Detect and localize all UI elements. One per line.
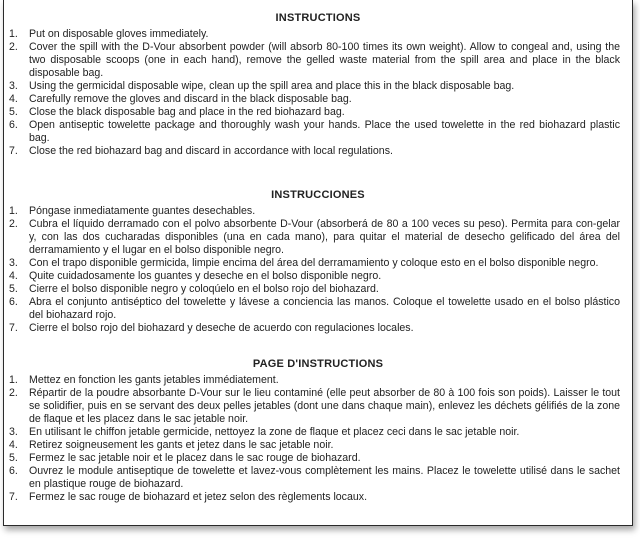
item-number: 3. xyxy=(9,257,18,269)
item-number: 5. xyxy=(9,283,18,295)
item-text: Con el trapo disponible germicida, limpie encima del área del derramamiento y coloque esto en el bolso disponible negro. xyxy=(29,257,599,269)
item-number: 7. xyxy=(9,491,18,503)
item-text: Retirez soigneusement les gants et jetez dans le sac jetable noir. xyxy=(29,439,334,451)
list-item xyxy=(6,218,620,257)
item-number: 7. xyxy=(9,145,18,157)
item-text: Quite cuidadosamente los guantes y deseche en el bolso disponible negro. xyxy=(29,270,382,282)
list-item xyxy=(6,491,620,504)
item-number: 4. xyxy=(9,270,18,282)
item-text: Fermez le sac jetable noir et le placez dans le sac rouge de biohazard. xyxy=(29,452,361,464)
list-item xyxy=(6,119,620,145)
instruction-list xyxy=(4,205,632,335)
item-text: Put on disposable gloves immediately. xyxy=(29,28,209,40)
item-text: Using the germicidal disposable wipe, clean up the spill area and place this in the black disposable bag. xyxy=(29,80,515,92)
list-item xyxy=(6,257,620,270)
list-item xyxy=(6,93,620,106)
item-number: 1. xyxy=(9,205,18,217)
item-text: Abra el conjunto antiséptico del towelette y lávese a conciencia las manos. Coloque el towelette usado en el bolso plástico del biohazard rojo. xyxy=(29,296,620,321)
list-item xyxy=(6,28,620,41)
instruction-list xyxy=(4,28,632,158)
item-number: 4. xyxy=(9,439,18,451)
item-number: 7. xyxy=(9,322,18,334)
section-title: INSTRUCCIONES xyxy=(271,189,365,201)
list-item xyxy=(6,374,620,387)
item-text: Cierre el bolso rojo del biohazard y deseche de acuerdo con regulaciones locales. xyxy=(29,322,414,334)
list-item xyxy=(6,41,620,80)
instruction-sheet xyxy=(3,0,633,526)
item-text: Cubra el líquido derramado con el polvo absorbente D-Vour (absorberá de 80 a 100 veces su peso). Permita para con-gelar y, con las dos cucharadas disponibles (una en cada mano), para quitar el material de desecho gelificado del área del derramamiento y el lugar en el bolso disponible negro. xyxy=(29,218,620,256)
item-number: 1. xyxy=(9,28,18,40)
item-number: 2. xyxy=(9,218,18,230)
list-item xyxy=(6,145,620,158)
item-number: 2. xyxy=(9,387,18,399)
item-number: 2. xyxy=(9,41,18,53)
item-text: Open antiseptic towelette package and thoroughly wash your hands. Place the used towelette in the red biohazard plastic bag. xyxy=(29,119,620,144)
list-item xyxy=(6,322,620,335)
list-item xyxy=(6,387,620,426)
item-text: Carefully remove the gloves and discard in the black disposable bag. xyxy=(29,93,352,105)
list-item xyxy=(6,205,620,218)
item-text: Fermez le sac rouge de biohazard et jetez selon des règlements locaux. xyxy=(29,491,368,503)
item-text: Cierre el bolso disponible negro y coloqúelo en el bolso rojo del biohazard. xyxy=(29,283,379,295)
item-number: 3. xyxy=(9,426,18,438)
item-text: En utilisant le chiffon jetable germicide, nettoyez la zone de flaque et placez ceci dans le sac jetable noir. xyxy=(29,426,520,438)
section-spanish xyxy=(4,189,632,335)
item-number: 6. xyxy=(9,465,18,477)
item-number: 4. xyxy=(9,93,18,105)
list-item xyxy=(6,452,620,465)
list-item xyxy=(6,296,620,322)
item-text: Ouvrez le module antiseptique de towelette et lavez-vous complètement les mains. Placez le towelette utilisé dans le sachet en plastique rouge de biohazard. xyxy=(29,465,620,490)
item-number: 1. xyxy=(9,374,18,386)
item-number: 5. xyxy=(9,106,18,118)
section-french xyxy=(4,358,632,504)
list-item xyxy=(6,80,620,93)
list-item xyxy=(6,283,620,296)
item-number: 5. xyxy=(9,452,18,464)
section-title: INSTRUCTIONS xyxy=(275,12,361,24)
item-number: 6. xyxy=(9,296,18,308)
item-text: Póngase inmediatamente guantes desechables. xyxy=(29,205,256,217)
item-text: Close the black disposable bag and place in the red biohazard bag. xyxy=(29,106,345,118)
section-english xyxy=(4,12,632,158)
item-text: Close the red biohazard bag and discard in accordance with local regulations. xyxy=(29,145,393,157)
item-text: Répartir de la poudre absorbante D-Vour sur le lieu contaminé (elle peut absorber de 80 à 100 fois son poids). Laisser le tout se solidifier, puis en se servant des deux pelles jetables (dont une dans chaque main), enlevez les déchets gélifiés de la zone de flaque et les placez dans le sac jetable noir. xyxy=(29,387,620,425)
item-number: 3. xyxy=(9,80,18,92)
list-item xyxy=(6,426,620,439)
item-text: Mettez en fonction les gants jetables immédiatement. xyxy=(29,374,279,386)
list-item xyxy=(6,270,620,283)
item-text: Cover the spill with the D-Vour absorbent powder (will absorb 80-100 times its own weight). Allow to congeal and, using the two disposable scoops (one in each hand), remove the gelled waste material from the spill area and place in the black disposable bag. xyxy=(29,41,620,79)
list-item xyxy=(6,439,620,452)
item-number: 6. xyxy=(9,119,18,131)
instruction-list xyxy=(4,374,632,504)
list-item xyxy=(6,106,620,119)
section-title: PAGE D'INSTRUCTIONS xyxy=(252,358,384,370)
list-item xyxy=(6,465,620,491)
